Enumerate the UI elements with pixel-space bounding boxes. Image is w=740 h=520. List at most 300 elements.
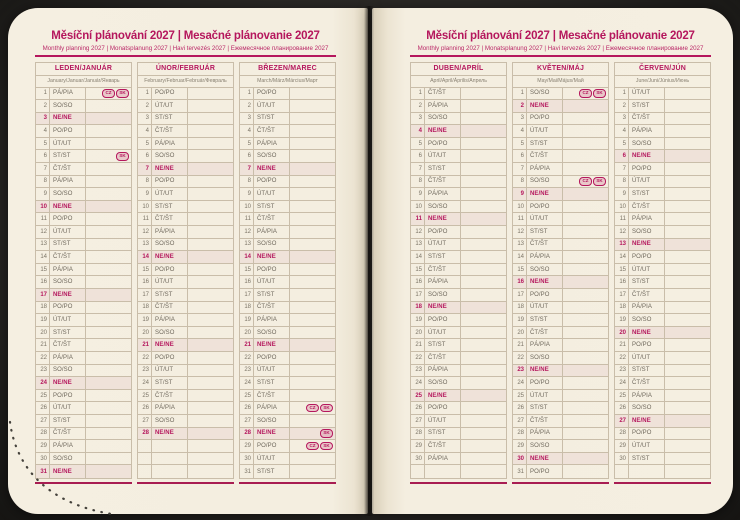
day-number: 23	[240, 365, 254, 377]
day-number: 6	[36, 150, 50, 162]
day-abbreviation: PO/PO	[425, 226, 461, 238]
month-name: BŘEZEN/MAREC	[240, 63, 335, 76]
day-abbreviation: ST/ST	[50, 239, 86, 251]
month-languages: January/Januar/Január/Январь	[36, 76, 131, 88]
day-abbreviation: ČT/ŠT	[629, 113, 665, 125]
day-abbreviation: NE/NE	[254, 251, 290, 263]
notes-cell	[86, 377, 131, 389]
notes-cell	[665, 453, 710, 465]
notes-cell	[290, 113, 335, 125]
notes-cell	[86, 440, 131, 452]
day-number: 6	[240, 150, 254, 162]
notes-cell	[563, 138, 608, 150]
day-abbreviation: SO/SO	[629, 314, 665, 326]
day-number: 3	[513, 113, 527, 125]
notes-cell	[665, 213, 710, 225]
day-number: 21	[36, 339, 50, 351]
day-abbreviation: NE/NE	[629, 239, 665, 251]
notes-cell	[461, 239, 506, 251]
day-row	[615, 226, 710, 239]
day-row	[36, 352, 131, 365]
notes-cell	[665, 264, 710, 276]
month-table	[614, 62, 711, 479]
day-abbreviation: SO/SO	[254, 239, 290, 251]
notes-cell	[188, 390, 233, 402]
day-row	[615, 327, 710, 340]
notes-cell	[86, 264, 131, 276]
day-abbreviation: PO/PO	[527, 113, 563, 125]
day-row	[240, 176, 335, 189]
day-row	[513, 377, 608, 390]
day-abbreviation: ST/ST	[254, 201, 290, 213]
day-row	[513, 113, 608, 126]
day-abbreviation: SO/SO	[50, 100, 86, 112]
notes-cell	[188, 251, 233, 263]
day-number: 20	[411, 327, 425, 339]
day-row	[138, 125, 233, 138]
day-number: 3	[615, 113, 629, 125]
notes-cell	[665, 390, 710, 402]
day-number: 10	[615, 201, 629, 213]
day-number: 7	[411, 163, 425, 175]
day-abbreviation: PÁ/PIA	[629, 390, 665, 402]
day-row	[615, 302, 710, 315]
notes-cell	[188, 428, 233, 440]
day-row	[411, 251, 506, 264]
notes-cell	[665, 365, 710, 377]
day-row	[36, 100, 131, 113]
day-abbreviation: ČT/ŠT	[527, 327, 563, 339]
day-abbreviation: PO/PO	[527, 201, 563, 213]
day-row	[411, 339, 506, 352]
month-underline	[410, 482, 507, 484]
cz-holiday-icon: CZ	[306, 404, 319, 413]
notes-cell	[290, 365, 335, 377]
day-number: 31	[240, 465, 254, 478]
day-row	[411, 100, 506, 113]
day-number: 9	[138, 188, 152, 200]
day-abbreviation: SO/SO	[629, 402, 665, 414]
day-abbreviation: ÚT/UT	[527, 390, 563, 402]
day-row	[36, 428, 131, 441]
notes-cell	[665, 352, 710, 364]
day-number: 24	[240, 377, 254, 389]
day-number: 13	[615, 239, 629, 251]
day-row	[240, 213, 335, 226]
day-abbreviation: PO/PO	[50, 302, 86, 314]
day-row	[240, 100, 335, 113]
day-row	[615, 377, 710, 390]
notes-cell	[290, 415, 335, 427]
notes-cell	[461, 314, 506, 326]
day-number: 8	[36, 176, 50, 188]
day-abbreviation: NE/NE	[152, 251, 188, 263]
day-abbreviation: PO/PO	[50, 390, 86, 402]
page-left	[8, 8, 368, 514]
day-number: 30	[240, 453, 254, 465]
notes-cell	[290, 352, 335, 364]
day-abbreviation: SO/SO	[425, 377, 461, 389]
notes-cell	[290, 289, 335, 301]
notes-cell	[290, 163, 335, 175]
day-abbreviation: PO/PO	[425, 402, 461, 414]
month-underline	[614, 482, 711, 484]
day-number: 13	[240, 239, 254, 251]
day-number: 19	[36, 314, 50, 326]
day-row	[138, 138, 233, 151]
day-row	[411, 113, 506, 126]
day-abbreviation: ČT/ŠT	[425, 440, 461, 452]
day-row	[36, 415, 131, 428]
day-abbreviation: ČT/ŠT	[50, 251, 86, 263]
notes-cell	[563, 415, 608, 427]
day-row	[513, 138, 608, 151]
day-abbreviation: ST/ST	[425, 251, 461, 263]
day-row	[411, 201, 506, 214]
day-abbreviation: PO/PO	[425, 138, 461, 150]
sk-holiday-icon: SK	[320, 442, 333, 451]
day-abbreviation: ÚT/UT	[50, 138, 86, 150]
day-abbreviation: NE/NE	[254, 163, 290, 175]
day-number: 29	[411, 440, 425, 452]
day-number: 28	[615, 428, 629, 440]
day-row	[240, 352, 335, 365]
day-row	[138, 88, 233, 101]
cz-holiday-icon: CZ	[579, 89, 592, 98]
day-number: 9	[240, 188, 254, 200]
notes-cell	[461, 100, 506, 112]
day-row	[240, 138, 335, 151]
day-number: 20	[36, 327, 50, 339]
notes-cell	[665, 239, 710, 251]
day-abbreviation: NE/NE	[152, 163, 188, 175]
day-number: 1	[615, 88, 629, 100]
notes-cell	[86, 138, 131, 150]
day-number: 19	[138, 314, 152, 326]
day-row	[513, 150, 608, 163]
notes-cell	[665, 327, 710, 339]
notes-cell	[461, 88, 506, 100]
day-number: 29	[36, 440, 50, 452]
day-abbreviation: PO/PO	[629, 251, 665, 263]
day-abbreviation: PÁ/PIA	[527, 251, 563, 263]
day-number: 30	[411, 453, 425, 465]
day-row	[411, 365, 506, 378]
notes-cell	[188, 377, 233, 389]
notes-cell	[188, 213, 233, 225]
day-abbreviation: ÚT/UT	[629, 176, 665, 188]
notes-cell	[563, 314, 608, 326]
day-number: 4	[240, 125, 254, 137]
notes-cell	[665, 125, 710, 137]
day-abbreviation: ÚT/UT	[527, 125, 563, 137]
day-row	[36, 453, 131, 466]
day-row	[36, 440, 131, 453]
day-row	[240, 440, 335, 453]
day-number: 29	[240, 440, 254, 452]
page-right	[372, 8, 733, 514]
day-number: 26	[411, 402, 425, 414]
day-abbreviation: SO/SO	[152, 327, 188, 339]
day-abbreviation: NE/NE	[629, 150, 665, 162]
month-table	[512, 62, 609, 479]
notes-cell	[461, 138, 506, 150]
day-abbreviation: PÁ/PIA	[50, 440, 86, 452]
notes-cell	[86, 201, 131, 213]
day-abbreviation: SO/SO	[527, 176, 563, 188]
notes-cell	[86, 352, 131, 364]
notes-cell	[665, 88, 710, 100]
notes-cell	[290, 150, 335, 162]
cz-holiday-icon: CZ	[102, 89, 115, 98]
day-row	[36, 88, 131, 101]
day-number: 16	[513, 276, 527, 288]
day-number: 8	[615, 176, 629, 188]
day-row	[513, 213, 608, 226]
day-abbreviation: ST/ST	[425, 339, 461, 351]
day-number: 6	[513, 150, 527, 162]
notes-cell	[188, 339, 233, 351]
day-row	[411, 415, 506, 428]
notes-cell	[86, 428, 131, 440]
page-subtitle: Monthly planning 2027 | Monatsplanung 2027 | Havi tervezés 2027 | Ежемесячное планирование 2027	[42, 45, 329, 52]
day-row	[411, 352, 506, 365]
day-abbreviation: ÚT/UT	[629, 88, 665, 100]
day-number: 22	[513, 352, 527, 364]
day-row	[138, 314, 233, 327]
notes-cell	[563, 365, 608, 377]
notes-cell	[563, 100, 608, 112]
day-abbreviation: ČT/ŠT	[527, 239, 563, 251]
notes-cell	[461, 465, 506, 478]
month-underline	[512, 482, 609, 484]
day-number: 3	[411, 113, 425, 125]
day-number: 30	[513, 453, 527, 465]
notes-cell	[290, 264, 335, 276]
day-abbreviation: ST/ST	[425, 163, 461, 175]
day-number: 22	[615, 352, 629, 364]
day-abbreviation: PO/PO	[629, 163, 665, 175]
sk-holiday-icon: SK	[593, 177, 606, 186]
notes-cell	[563, 226, 608, 238]
day-number: 19	[615, 314, 629, 326]
notes-cell	[563, 276, 608, 288]
day-row	[615, 163, 710, 176]
day-row	[36, 465, 131, 478]
day-abbreviation: ČT/ŠT	[152, 302, 188, 314]
day-number: 27	[36, 415, 50, 427]
day-abbreviation: ST/ST	[50, 327, 86, 339]
day-row	[240, 314, 335, 327]
day-row	[36, 314, 131, 327]
day-number: 19	[411, 314, 425, 326]
day-number: 2	[138, 100, 152, 112]
day-number: 21	[240, 339, 254, 351]
cz-holiday-icon: CZ	[306, 442, 319, 451]
notes-cell	[290, 377, 335, 389]
day-number: 28	[240, 428, 254, 440]
day-number: 8	[138, 176, 152, 188]
notes-cell	[290, 276, 335, 288]
day-number: 5	[615, 138, 629, 150]
day-number: 18	[513, 302, 527, 314]
day-abbreviation: SO/SO	[527, 352, 563, 364]
day-row	[411, 314, 506, 327]
notes-cell	[563, 125, 608, 137]
day-number: 1	[513, 88, 527, 100]
day-row	[513, 251, 608, 264]
month-name: LEDEN/JANUÁR	[36, 63, 131, 76]
notes-cell	[188, 138, 233, 150]
title-rule	[35, 55, 336, 57]
day-row	[138, 440, 233, 453]
day-number: 14	[138, 251, 152, 263]
notes-cell	[86, 125, 131, 137]
day-abbreviation: NE/NE	[254, 339, 290, 351]
notes-cell	[461, 150, 506, 162]
day-row	[36, 289, 131, 302]
day-row	[138, 453, 233, 466]
notes-cell	[188, 125, 233, 137]
day-abbreviation: SO/SO	[629, 226, 665, 238]
day-number: 16	[615, 276, 629, 288]
day-abbreviation: SO/SO	[254, 150, 290, 162]
day-row	[240, 239, 335, 252]
notes-cell	[563, 402, 608, 414]
day-row	[411, 465, 506, 478]
day-row	[411, 213, 506, 226]
notes-cell	[563, 465, 608, 478]
day-row	[411, 377, 506, 390]
day-abbreviation: ÚT/UT	[527, 213, 563, 225]
day-number	[138, 440, 152, 452]
day-abbreviation: ČT/ŠT	[50, 163, 86, 175]
notes-cell	[86, 213, 131, 225]
day-row	[138, 176, 233, 189]
day-number: 12	[240, 226, 254, 238]
day-row	[615, 365, 710, 378]
day-row	[138, 289, 233, 302]
day-row	[615, 440, 710, 453]
day-number: 12	[411, 226, 425, 238]
day-row	[513, 415, 608, 428]
day-number: 18	[36, 302, 50, 314]
notes-cell	[665, 415, 710, 427]
day-abbreviation: ČT/ŠT	[254, 302, 290, 314]
day-number: 11	[138, 213, 152, 225]
notes-cell	[188, 327, 233, 339]
notes-cell	[563, 251, 608, 263]
day-row	[36, 365, 131, 378]
day-abbreviation: PO/PO	[527, 289, 563, 301]
sk-holiday-icon: SK	[116, 89, 129, 98]
notes-cell	[563, 453, 608, 465]
day-row	[411, 163, 506, 176]
day-number: 26	[240, 402, 254, 414]
day-row	[411, 188, 506, 201]
day-number: 15	[513, 264, 527, 276]
day-row	[513, 302, 608, 315]
notes-cell	[461, 390, 506, 402]
day-number: 22	[411, 352, 425, 364]
notes-cell	[86, 88, 131, 100]
day-abbreviation: PÁ/PIA	[629, 213, 665, 225]
day-row	[240, 125, 335, 138]
day-number: 17	[36, 289, 50, 301]
day-abbreviation: NE/NE	[527, 100, 563, 112]
notes-cell	[86, 339, 131, 351]
day-number: 23	[513, 365, 527, 377]
day-number: 12	[138, 226, 152, 238]
notes-cell	[563, 150, 608, 162]
day-abbreviation: SO/SO	[254, 327, 290, 339]
day-abbreviation: ST/ST	[50, 415, 86, 427]
day-row	[240, 188, 335, 201]
notes-cell	[563, 113, 608, 125]
day-row	[240, 276, 335, 289]
month-table	[239, 62, 336, 479]
page-title: Měsíční plánování 2027 | Mesačné plánovanie 2027	[426, 30, 695, 42]
day-abbreviation: SO/SO	[527, 264, 563, 276]
day-row	[411, 453, 506, 466]
day-number: 1	[411, 88, 425, 100]
day-row	[615, 113, 710, 126]
day-abbreviation: PÁ/PIA	[50, 176, 86, 188]
day-number: 5	[36, 138, 50, 150]
day-number: 28	[411, 428, 425, 440]
month-column	[239, 62, 336, 484]
notes-cell	[290, 440, 335, 452]
day-number: 29	[513, 440, 527, 452]
day-number: 20	[513, 327, 527, 339]
day-row	[513, 453, 608, 466]
day-row	[615, 352, 710, 365]
day-row	[138, 402, 233, 415]
day-abbreviation: PÁ/PIA	[50, 88, 86, 100]
notes-cell	[86, 415, 131, 427]
day-number: 28	[513, 428, 527, 440]
notes-cell	[461, 352, 506, 364]
day-number: 10	[36, 201, 50, 213]
day-abbreviation: SO/SO	[254, 415, 290, 427]
day-number: 27	[240, 415, 254, 427]
day-abbreviation: NE/NE	[629, 327, 665, 339]
day-number: 27	[138, 415, 152, 427]
day-row	[615, 453, 710, 466]
notes-cell	[665, 201, 710, 213]
notes-cell	[461, 251, 506, 263]
notes-cell	[665, 188, 710, 200]
day-abbreviation: PÁ/PIA	[254, 138, 290, 150]
day-row	[240, 289, 335, 302]
day-row	[615, 201, 710, 214]
sk-holiday-icon: SK	[116, 152, 129, 161]
day-row	[513, 276, 608, 289]
day-abbreviation: NE/NE	[50, 377, 86, 389]
notes-cell	[290, 239, 335, 251]
day-abbreviation: ÚT/UT	[50, 402, 86, 414]
day-row	[36, 402, 131, 415]
day-abbreviation: SO/SO	[50, 365, 86, 377]
notes-cell	[665, 465, 710, 478]
notes-cell	[665, 138, 710, 150]
notes-cell	[188, 440, 233, 452]
day-abbreviation: PÁ/PIA	[425, 188, 461, 200]
day-number: 9	[513, 188, 527, 200]
day-row	[411, 150, 506, 163]
notes-cell	[563, 302, 608, 314]
day-number: 18	[138, 302, 152, 314]
